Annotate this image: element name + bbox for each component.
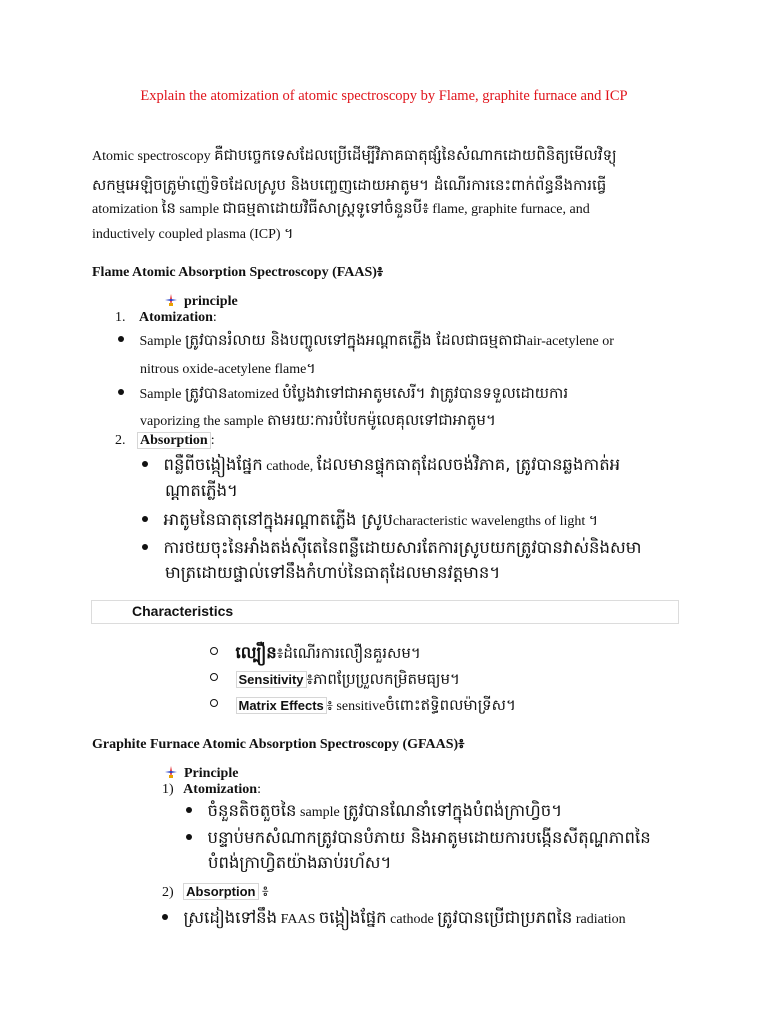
faas-c1-text-2: ដែលមានផ្ទុកធាតុដែលចង់វិភាគ, ត្រូវបានឆ្លងកាត់អ [316, 455, 621, 474]
bullet-dot [142, 544, 148, 550]
bullet-dot [142, 461, 148, 467]
faas-item-1-label: Atomization [139, 310, 213, 325]
intro-of: នៃ [161, 199, 176, 217]
char-sensitivity-text: ៖ភាពប្រែប្រួលកម្រិតមធ្យម។ [306, 670, 460, 688]
faas-c2-wavelengths: characteristic wavelengths of light ។ [392, 514, 598, 529]
faas-c1-text: ពន្លឺពីចង្កៀងផ្នែក [163, 455, 263, 474]
bullet-dot [142, 516, 148, 522]
char-matrix-text: ៖ sensitive [326, 699, 386, 714]
intro-atomization: atomization [92, 202, 159, 217]
faas-absorption-bullet-1-cont: ណ្តាតភ្លើង។ [165, 481, 238, 500]
pin-icon [164, 765, 178, 779]
gfaas-c1-cathode: cathode [390, 912, 434, 927]
faas-absorption-bullet-1 [142, 455, 620, 479]
faas-bullet-2-cont [140, 411, 496, 433]
gfaas-item-2-number: 2) [162, 885, 174, 900]
faas-b1-gases: air-acetylene or [526, 334, 614, 349]
faas-item-2-label: Absorption [137, 432, 211, 449]
gfaas-item-1-number: 1) [162, 782, 174, 797]
circle-bullet [210, 647, 218, 655]
char-matrix [210, 696, 516, 718]
faas-absorption-bullet-3-cont: មាត្រដោយផ្ទាល់ទៅនឹងកំហាប់នៃធាតុដែលមានវត្តមាន។ [165, 563, 501, 582]
gfaas-item-2-label: Absorption [183, 883, 258, 900]
faas-c3-text: ការថយចុះនៃអាំងតង់ស៊ីតេនៃពន្លឺដោយសារតែការស្រូបយកត្រូវបានវាស់និងសមា [163, 538, 642, 557]
faas-b1-sample: Sample [139, 334, 182, 349]
char-speed-text: ៖ដំណើរការលឿនគួរសម។ [276, 644, 421, 662]
faas-b2-atomized: atomized [227, 387, 279, 402]
bullet-dot [118, 389, 124, 395]
gfaas-bullet-2 [186, 828, 651, 852]
faas-item-2-number: 2. [115, 433, 126, 448]
faas-b1-text: ត្រូវបានរំលាយ និងបញ្ចូលទៅក្នុងអណ្តាតភ្លើង ដែលជាធម្មតាជា [185, 331, 527, 349]
gfaas-c1-text: ស្រដៀងទៅនឹង [183, 908, 278, 927]
gfaas-item-1 [162, 782, 261, 798]
faas-b2-vaporizing: vaporizing the sample [140, 414, 264, 429]
gfaas-c1-radiation: radiation [575, 912, 626, 927]
faas-item-2 [115, 433, 215, 449]
intro-methods-list: flame, graphite furnace, and [432, 202, 590, 217]
faas-c2-text: អាតូមនៃធាតុនៅក្នុងអណ្តាតភ្លើង ស្រូប [163, 510, 393, 529]
gfaas-item-2-colon: ៖ [262, 882, 269, 900]
char-matrix-text-2: ចំពោះឥទ្ធិពលម៉ាទ្រីស។ [385, 696, 516, 714]
gfaas-c1-text-3: ត្រូវបានប្រើជាប្រភពនៃ [437, 908, 573, 927]
char-speed-label: ល្បឿន [235, 643, 277, 662]
intro-methods: ជាធម្មតាដោយវិធីសាស្ត្រទូទៅចំនួនបី៖ [222, 199, 429, 217]
gfaas-b1-text: ចំនួនតិចតួចនៃ [207, 801, 297, 820]
faas-item-1-number: 1. [115, 310, 126, 325]
char-sensitivity-label: Sensitivity [236, 671, 307, 688]
faas-item-1 [115, 310, 217, 326]
gfaas-item-2 [162, 882, 269, 904]
intro-line-1 [92, 140, 617, 172]
characteristics-heading: Characteristics [132, 603, 234, 619]
faas-bullet-2 [118, 384, 568, 406]
gfaas-b1-text-2: ត្រូវបានណែនាំទៅក្នុងបំពង់ក្រាហ្វិច។ [343, 801, 563, 820]
faas-b2-text-2: បំប្លែងវាទៅជាអាតូមសេរី។ វាត្រូវបានទទួលដោយការ [282, 384, 569, 402]
char-speed [210, 643, 421, 667]
faas-absorption-bullet-3 [142, 538, 641, 562]
document-title: Explain the atomization of atomic spectroscopy by Flame, graphite furnace and ICP [140, 88, 628, 104]
gfaas-c1-text-2: ចង្កៀងផ្នែក [318, 908, 387, 927]
faas-b2-sample: Sample [139, 387, 182, 402]
faas-bullet-1-cont: nitrous oxide-acetylene flame។ [140, 362, 316, 377]
faas-item-2-colon: : [210, 433, 215, 448]
gfaas-principle [164, 765, 238, 782]
bullet-dot [186, 807, 192, 813]
circle-bullet [210, 673, 218, 681]
char-matrix-label: Matrix Effects [236, 697, 327, 714]
gfaas-item-1-label: Atomization [183, 782, 258, 797]
gfaas-c1-faas: FAAS [280, 912, 316, 927]
gfaas-b2-text: បន្ទាប់មកសំណាកត្រូវបានបំភាយ និងអាតូមដោយការបង្កើនសីតុណ្ហភាពនៃ [207, 828, 651, 847]
gfaas-item-1-colon: : [257, 782, 261, 797]
faas-b2-text: ត្រូវបាន [185, 384, 228, 402]
gfaas-b1-sample: sample [300, 805, 340, 820]
faas-principle-label: principle [184, 294, 238, 309]
intro-term: Atomic spectroscopy [92, 149, 211, 164]
faas-c1-cathode: cathode, [266, 459, 314, 474]
intro-line-2: សកម្មអេឡិចត្រូម៉ាញ៉េទិចដែលស្រូប និងបញ្ចេញដោយអាតូម។ ដំណើរការនេះពាក់ព័ន្ធនឹងការធ្វើ [92, 176, 607, 194]
bullet-dot [186, 834, 192, 840]
faas-bullet-1 [118, 331, 614, 353]
faas-item-1-colon: : [212, 310, 217, 325]
gfaas-principle-label: Principle [184, 766, 239, 781]
faas-absorption-bullet-2 [142, 510, 598, 534]
gfaas-heading: Graphite Furnace Atomic Absorption Spectroscopy (GFAAS)៖ [92, 737, 465, 752]
pin-icon [164, 293, 178, 307]
intro-line-4: inductively coupled plasma (ICP) ។ [92, 227, 294, 242]
faas-b2-text-3: តាមរយៈការបំបែកម៉ូលេគុលទៅជាអាតូម។ [267, 411, 496, 429]
intro-definition: គឺជាបច្ចេកទេសដែលប្រើដើម្បីវិភាគធាតុផ្សំនៃសំណាកដោយពិនិត្យមើលវិទ្យុ [214, 146, 617, 164]
faas-principle [164, 293, 238, 310]
characteristics-bar [91, 600, 679, 624]
intro-sample: sample [179, 202, 220, 217]
circle-bullet [210, 699, 218, 707]
gfaas-absorption-bullet-1 [162, 908, 626, 932]
gfaas-bullet-2-cont: បំពង់ក្រាហ្វិតយ៉ាងឆាប់រហ័ស។ [208, 853, 392, 872]
bullet-dot [118, 336, 124, 342]
gfaas-bullet-1 [186, 801, 562, 825]
char-sensitivity [210, 670, 460, 692]
faas-heading: Flame Atomic Absorption Spectroscopy (FAAS)៖ [92, 265, 384, 280]
bullet-dot [162, 914, 168, 920]
